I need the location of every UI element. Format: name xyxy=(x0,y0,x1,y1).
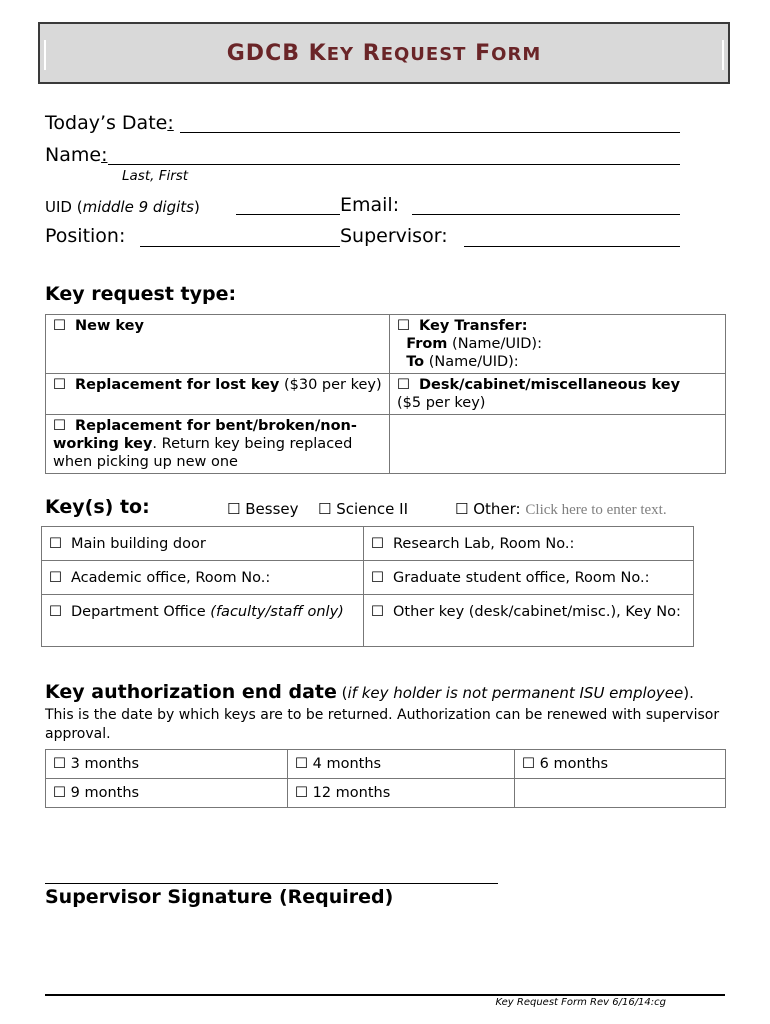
authorization-heading: Key authorization end date (if key holder is not permanent ISU employee). xyxy=(45,681,694,703)
key-request-type-heading: Key request type: xyxy=(45,283,237,305)
new-key-checkbox[interactable]: ☐ xyxy=(53,318,66,334)
main-building-door-cell[interactable]: ☐ Main building door xyxy=(42,527,364,561)
footer-rule xyxy=(45,994,725,996)
name-field[interactable] xyxy=(108,145,680,165)
desk-cabinet-cell[interactable]: ☐ Desk/cabinet/miscellaneous key ($5 per key) xyxy=(390,374,726,415)
name-hint: Last, First xyxy=(122,168,189,184)
signature-line[interactable] xyxy=(45,866,498,884)
email-field[interactable] xyxy=(412,197,680,215)
duration-6-months[interactable]: ☐ 6 months xyxy=(515,750,726,779)
department-office-checkbox[interactable]: ☐ xyxy=(49,604,62,620)
main-building-door-checkbox[interactable]: ☐ xyxy=(49,536,62,552)
name-label: Name: xyxy=(45,144,108,166)
other-building-option[interactable]: ☐ Other: Click here to enter text. xyxy=(455,500,667,518)
todays-date-field[interactable] xyxy=(180,113,680,133)
duration-12-months[interactable]: ☐ 12 months xyxy=(288,779,515,808)
grad-student-office-checkbox[interactable]: ☐ xyxy=(371,570,384,586)
supervisor-label: Supervisor: xyxy=(340,225,448,247)
duration-3-months[interactable]: ☐ 3 months xyxy=(46,750,288,779)
key-transfer-checkbox[interactable]: ☐ xyxy=(397,318,410,334)
replacement-broken-cell[interactable]: ☐ Replacement for bent/broken/non-working key. Return key being replaced when picking up new one xyxy=(46,415,390,474)
academic-office-cell[interactable]: ☐ Academic office, Room No.: xyxy=(42,561,364,595)
position-label: Position: xyxy=(45,225,126,247)
other-key-checkbox[interactable]: ☐ xyxy=(371,604,384,620)
desk-cabinet-checkbox[interactable]: ☐ xyxy=(397,377,410,393)
uid-field[interactable] xyxy=(236,197,340,215)
supervisor-field[interactable] xyxy=(464,228,680,247)
footer-revision: Key Request Form Rev 6/16/14:cg xyxy=(495,997,666,1008)
supervisor-signature-label: Supervisor Signature (Required) xyxy=(45,886,394,908)
research-lab-checkbox[interactable]: ☐ xyxy=(371,536,384,552)
duration-4-months[interactable]: ☐ 4 months xyxy=(288,750,515,779)
form-title: GDCB KEY REQUEST FORM xyxy=(226,41,542,66)
uid-label: UID (middle 9 digits) xyxy=(45,198,200,216)
empty-cell xyxy=(390,415,726,474)
duration-empty-cell xyxy=(515,779,726,808)
key-request-table xyxy=(45,314,726,474)
position-field[interactable] xyxy=(140,228,340,247)
authorization-duration-table xyxy=(45,749,726,808)
academic-office-checkbox[interactable]: ☐ xyxy=(49,570,62,586)
science-ii-option[interactable]: ☐ Science II xyxy=(318,500,408,518)
key-transfer-cell[interactable]: ☐ Key Transfer: From (Name/UID): To (Name/UID): xyxy=(390,315,726,374)
other-building-input[interactable]: Click here to enter text. xyxy=(525,502,667,518)
grad-student-office-cell[interactable]: ☐ Graduate student office, Room No.: xyxy=(364,561,694,595)
department-office-cell[interactable]: ☐ Department Office (faculty/staff only) xyxy=(42,595,364,647)
duration-9-months[interactable]: ☐ 9 months xyxy=(46,779,288,808)
research-lab-cell[interactable]: ☐ Research Lab, Room No.: xyxy=(364,527,694,561)
todays-date-label: Today’s Date: xyxy=(45,112,174,134)
replacement-lost-checkbox[interactable]: ☐ xyxy=(53,377,66,393)
title-banner xyxy=(38,22,730,84)
email-label: Email: xyxy=(340,194,400,216)
keys-to-heading: Key(s) to: xyxy=(45,496,150,518)
bessey-option[interactable]: ☐ Bessey xyxy=(227,500,299,518)
other-key-cell[interactable]: ☐ Other key (desk/cabinet/misc.), Key No: xyxy=(364,595,694,647)
replacement-broken-checkbox[interactable]: ☐ xyxy=(53,418,66,434)
keys-to-table xyxy=(41,526,694,647)
new-key-cell[interactable]: ☐ New key xyxy=(46,315,390,374)
authorization-description: This is the date by which keys are to be returned. Authorization can be renewed with supervisor approval. xyxy=(45,707,720,742)
replacement-lost-cell[interactable]: ☐ Replacement for lost key ($30 per key) xyxy=(46,374,390,415)
